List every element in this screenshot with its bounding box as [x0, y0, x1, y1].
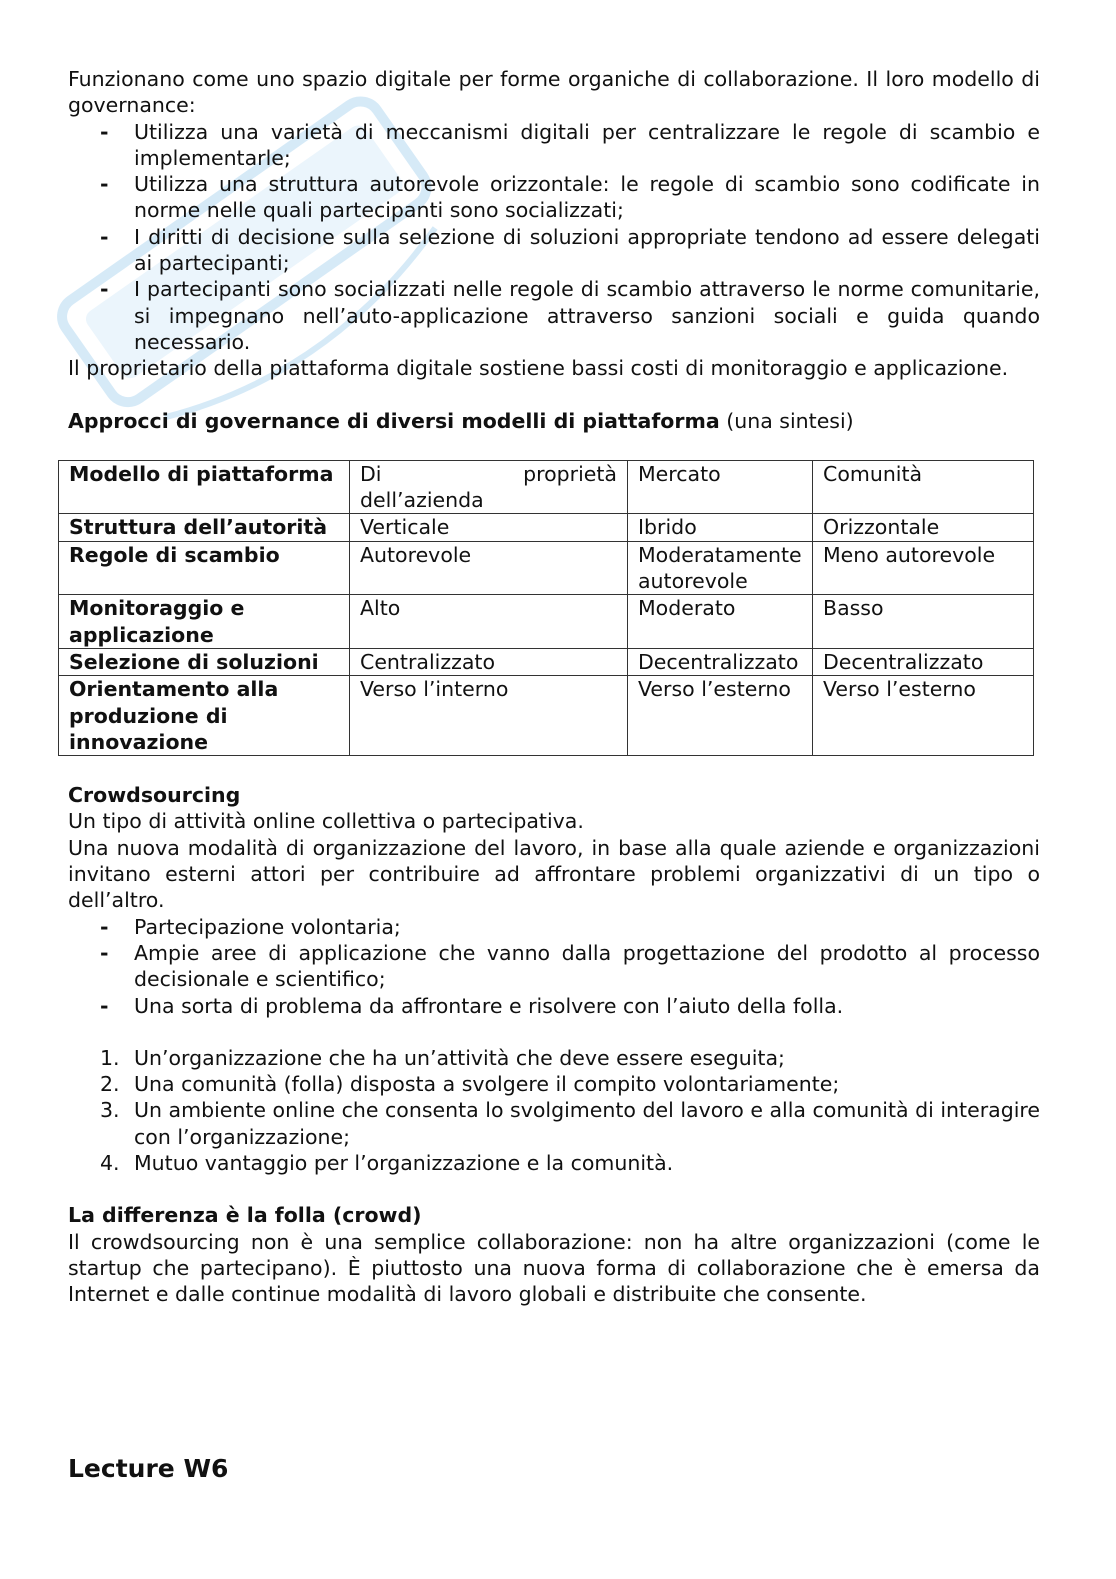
- lecture-heading: Lecture W6: [68, 1454, 229, 1483]
- table-cell: Moderato: [628, 595, 813, 649]
- table-cell: Centralizzato: [350, 648, 628, 675]
- list-item: - Utilizza una struttura autorevole orizzontale: le regole di scambio sono codificate in norme nelle quali partecipanti sono socializzati;: [100, 172, 1040, 223]
- table-cell: Decentralizzato: [628, 648, 813, 675]
- row-header: Regole di scambio: [59, 541, 350, 595]
- table-cell: Verso l’esterno: [628, 676, 813, 756]
- list-item: 2. Una comunità (folla) disposta a svolgere il compito volontariamente;: [100, 1072, 840, 1097]
- crowdsourcing-title: Crowdsourcing: [68, 783, 241, 808]
- table-cell: Verso l’interno: [350, 676, 628, 756]
- table-cell: Di proprietà dell’azienda: [350, 460, 628, 514]
- row-header: Monitoraggio e applicazione: [59, 595, 350, 649]
- table-cell: Alto: [350, 595, 628, 649]
- bullet-marker: -: [100, 993, 109, 1018]
- bullet-marker: -: [100, 224, 109, 249]
- table-row: [59, 595, 1034, 649]
- list-item: 4. Mutuo vantaggio per l’organizzazione e la comunità.: [100, 1150, 674, 1175]
- table-row: [59, 460, 1034, 514]
- bullet-marker: -: [100, 119, 109, 144]
- table-cell: Autorevole: [350, 541, 628, 595]
- crowdsourcing-bullet-list: [68, 914, 1040, 1019]
- crowdsourcing-line1: Un tipo di attività online collettiva o partecipativa.: [68, 809, 584, 834]
- row-header: Modello di piattaforma: [59, 460, 350, 514]
- intro-paragraph: Funzionano come uno spazio digitale per forme organiche di collaborazione. Il loro modello di governance:: [68, 67, 1040, 118]
- table-cell: Basso: [813, 595, 1034, 649]
- table-heading: Approcci di governance di diversi modelli di piattaforma (una sintesi): [68, 408, 854, 433]
- difference-text: Il crowdsourcing non è una semplice collaborazione: non ha altre organizzazioni (come le startup che partecipano). È piuttosto una nuova forma di collaborazione che è emersa da Internet e dalle continue modalità di lavoro globali e distribuite che consente.: [68, 1229, 1040, 1307]
- table-cell: Comunità: [813, 460, 1034, 514]
- governance-table: [58, 460, 1034, 756]
- crowdsourcing-numbered-list: [68, 1045, 1040, 1176]
- bullet-marker: -: [100, 172, 109, 197]
- row-header: Selezione di soluzioni: [59, 648, 350, 675]
- table-cell: Meno autorevole: [813, 541, 1034, 595]
- list-item: - Una sorta di problema da affrontare e risolvere con l’aiuto della folla.: [100, 993, 844, 1018]
- list-item: - Utilizza una varietà di meccanismi digitali per centralizzare le regole di scambio e implementarle;: [100, 119, 1040, 170]
- list-item: 3. Un ambiente online che consenta lo svolgimento del lavoro e alla comunità di interagire con l’organizzazione;: [100, 1098, 1040, 1149]
- number-marker: 3.: [100, 1098, 120, 1123]
- document-page: [68, 66, 1040, 1307]
- table-cell: Ibrido: [628, 514, 813, 541]
- number-marker: 2.: [100, 1072, 120, 1097]
- number-marker: 1.: [100, 1045, 120, 1070]
- table-cell: Mercato: [628, 460, 813, 514]
- list-item: - Partecipazione volontaria;: [100, 914, 401, 939]
- bullet-marker: -: [100, 940, 109, 965]
- table-cell: Verso l’esterno: [813, 676, 1034, 756]
- row-header: Orientamento alla produzione di innovazione: [59, 676, 350, 756]
- table-row: [59, 541, 1034, 595]
- list-item: - I diritti di decisione sulla selezione di soluzioni appropriate tendono ad essere delegati ai partecipanti;: [100, 224, 1040, 276]
- table-row: [59, 514, 1034, 541]
- difference-title: La differenza è la folla (crowd): [68, 1203, 422, 1228]
- table-row: [59, 676, 1034, 756]
- list-item: 1. Un’organizzazione che ha un’attività che deve essere eseguita;: [100, 1045, 785, 1070]
- table-cell: Orizzontale: [813, 514, 1034, 541]
- intro-closing: Il proprietario della piattaforma digitale sostiene bassi costi di monitoraggio e applicazione.: [68, 356, 1009, 381]
- crowdsourcing-line2: Una nuova modalità di organizzazione del lavoro, in base alla quale aziende e organizzazioni invitano esterni attori per contribuire ad affrontare problemi organizzativi di un tipo o dell’altro.: [68, 835, 1040, 913]
- bullet-marker: -: [100, 277, 109, 302]
- intro-bullet-list: [68, 119, 1040, 356]
- number-marker: 4.: [100, 1150, 120, 1175]
- bullet-marker: -: [100, 914, 109, 939]
- row-header: Struttura dell’autorità: [59, 514, 350, 541]
- table-cell: Moderatamente autorevole: [628, 541, 813, 595]
- table-cell: Decentralizzato: [813, 648, 1034, 675]
- list-item: - I partecipanti sono socializzati nelle regole di scambio attraverso le norme comunitarie, si impegnano nell’auto-applicazione attraverso sanzioni sociali e guida quando necessario.: [100, 277, 1040, 354]
- list-item: - Ampie aree di applicazione che vanno dalla progettazione del prodotto al processo decisionale e scientifico;: [100, 940, 1040, 992]
- table-cell: Verticale: [350, 514, 628, 541]
- table-row: [59, 648, 1034, 675]
